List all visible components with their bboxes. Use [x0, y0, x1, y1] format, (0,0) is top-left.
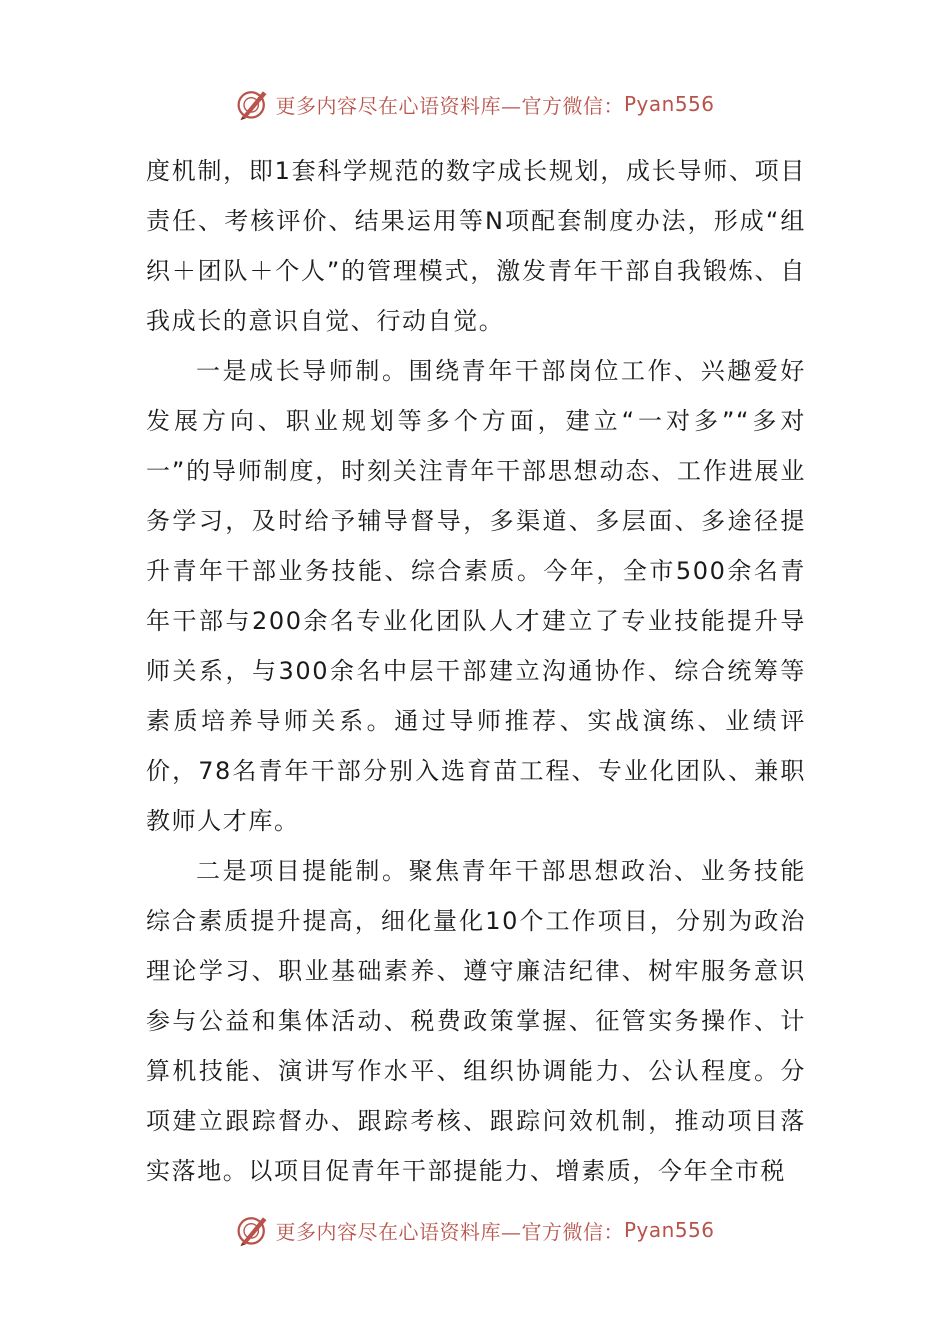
paragraph-continuation: 度机制，即1套科学规范的数字成长规划，成长导师、项目责任、考核评价、结果运用等N项配套制度办法，形成“组织＋团队＋个人”的管理模式，激发青年干部自我锻炼、自我成长的意识自觉、行动自觉。	[146, 157, 806, 335]
banner-text: 更多内容尽在心语资料库—官方微信：	[275, 93, 624, 118]
wechat-id: Pyan556	[623, 1218, 715, 1242]
paragraph-project-system: 二是项目提能制。聚焦青年干部思想政治、业务技能综合素质提升提高，细化量化10个工作项目，分别为政治理论学习、职业基础素养、遵守廉洁纪律、树牢服务意识参与公益和集体活动、税费政策掌握、征管实务操作、计算机技能、演讲写作水平、组织协调能力、公认程度。分项建立跟踪督办、跟踪考核、跟踪问效机制，推动项目落实落地。以项目促青年干部提能力、增素质，今年全市税	[146, 857, 806, 1185]
document-body	[146, 146, 806, 1196]
pen-logo-icon	[235, 1212, 271, 1248]
header-banner	[0, 84, 950, 124]
footer-banner	[0, 1210, 950, 1250]
pen-logo-icon	[235, 86, 271, 122]
banner-text: 更多内容尽在心语资料库—官方微信：	[275, 1219, 624, 1244]
wechat-id: Pyan556	[623, 92, 715, 116]
paragraph-mentor-system: 一是成长导师制。围绕青年干部岗位工作、兴趣爱好发展方向、职业规划等多个方面，建立“一对多”“多对一”的导师制度，时刻关注青年干部思想动态、工作进展业务学习，及时给予辅导督导，多渠道、多层面、多途径提升青年干部业务技能、综合素质。今年，全市500余名青年干部与200余名专业化团队人才建立了专业技能提升导师关系，与300余名中层干部建立沟通协作、综合统筹等素质培养导师关系。通过导师推荐、实战演练、业绩评价，78名青年干部分别入选育苗工程、专业化团队、兼职教师人才库。	[146, 357, 806, 835]
